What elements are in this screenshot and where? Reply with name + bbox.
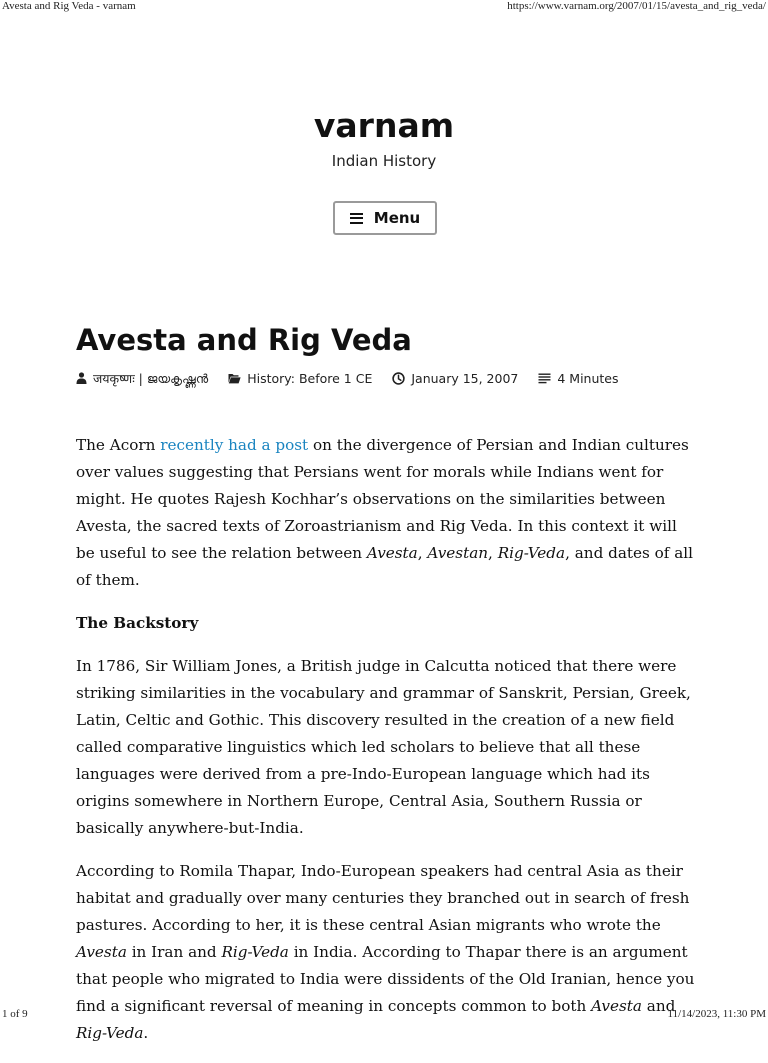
text-lines-icon [538, 373, 551, 384]
page-count: 1 of 9 [2, 1008, 28, 1020]
p3-text-5: . [143, 1024, 149, 1042]
menu-button[interactable] [333, 201, 437, 235]
meta-reading-time [538, 371, 618, 386]
recently-had-a-post-link[interactable]: recently had a post [160, 436, 309, 454]
menu-label: Menu [373, 209, 421, 227]
p1-em-avestan: Avestan [427, 544, 489, 562]
p3-text-4: and [641, 997, 676, 1015]
post-title: Avesta and Rig Veda [76, 323, 412, 357]
p1-text-2: on the divergence of Persian and Indian cultures over values suggesting that Persians went for morals while Indians went for might. He quotes Rajesh Kochhar’s observations on the similarities between Avesta, the sacred texts of Zoroastrianism and Rig Veda. In this context it will be useful to see the relation between [76, 436, 689, 562]
post-meta [76, 368, 728, 388]
subheading-backstory: The Backstory [76, 614, 199, 632]
p1-sep-1: , [417, 544, 428, 562]
p1-em-avesta: Avesta [366, 544, 418, 562]
p3-text-2: in Iran and [126, 943, 222, 961]
print-header [0, 0, 768, 16]
printed-at: 11/14/2023, 11:30 PM [667, 1008, 766, 1020]
p3-em-avesta-1: Avesta [76, 943, 127, 961]
meta-date-text: January 15, 2007 [411, 370, 519, 386]
print-footer [0, 1008, 768, 1024]
p3-em-rig-veda-2: Rig-Veda [76, 1024, 144, 1042]
p1-text-end: , and dates of all of them. [76, 544, 693, 589]
meta-author[interactable] [76, 370, 208, 387]
p3-em-rig-veda-1: Rig-Veda [221, 943, 289, 961]
paragraph-2: In 1786, Sir William Jones, a British judge in Calcutta noticed that there were striking similarities in the vocabulary and grammar of Sanskrit, Persian, Greek, Latin, Celtic and Gothic. This discovery resulted in the creation of a new field called comparative linguistics which led scholars to believe that all these languages were derived from a pre-Indo-European language which had its origins somewhere in Northern Europe, Central Asia, Southern Russia or basically anywhere-but-India. [76, 657, 691, 837]
post-content [76, 432, 696, 1063]
meta-category[interactable] [228, 371, 372, 386]
meta-category-name: History: Before 1 CE [247, 370, 373, 386]
p3-text-1: According to Romila Thapar, Indo-European speakers had central Asia as their habitat and gradually over many centuries they branched out in search of fresh pastures. According to her, it is these central Asian migrants who wrote the [76, 862, 690, 934]
print-url: https://www.varnam.org/2007/01/15/avesta_and_rig_veda/ [507, 0, 766, 12]
paragraph-1 [76, 432, 696, 594]
person-icon [76, 372, 87, 384]
p1-text-1: The Acorn [76, 436, 161, 454]
p3-text-3: in India. According to Thapar there is an argument that people who migrated to India were dissidents of the Old Iranian, hence you find a significant reversal of meaning in concepts common to both [76, 943, 695, 1015]
hamburger-icon [350, 213, 363, 224]
meta-reading-time-text: 4 Minutes [557, 370, 619, 386]
meta-author-name: जयकृष्णः | ജയകൃഷ്ണൻ [93, 370, 209, 386]
print-page-title: Avesta and Rig Veda - varnam [2, 0, 136, 12]
site-title[interactable]: varnam [313, 106, 455, 145]
folder-open-icon [228, 373, 241, 384]
site-header [0, 104, 768, 170]
clock-icon [392, 372, 405, 385]
p3-em-avesta-2: Avesta [591, 997, 642, 1015]
meta-date[interactable] [392, 371, 518, 386]
p1-em-rig-veda: Rig-Veda [497, 544, 566, 562]
p1-sep-2: , [488, 544, 498, 562]
site-description: Indian History [331, 152, 437, 170]
